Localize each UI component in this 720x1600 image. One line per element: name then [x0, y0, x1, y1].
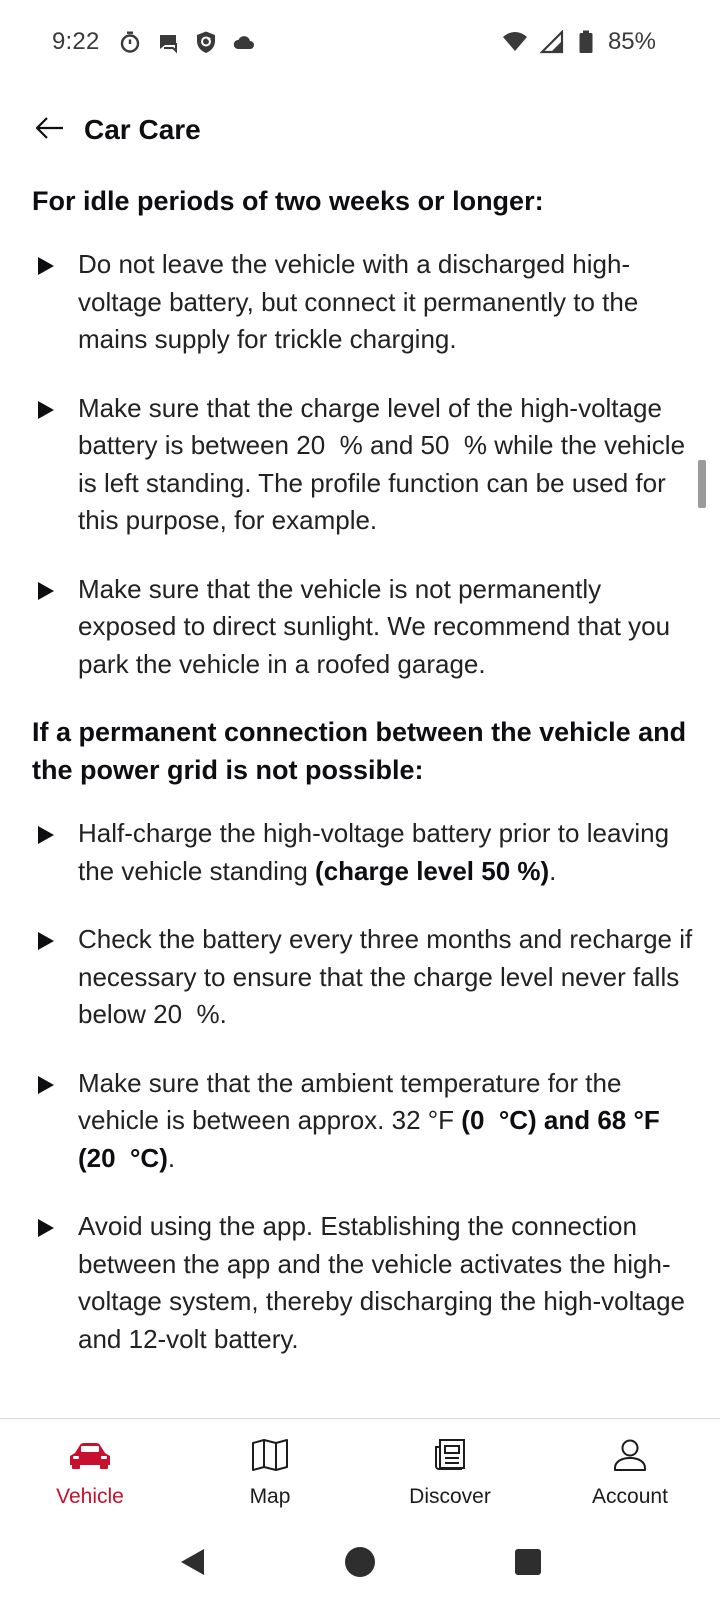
system-recents-button[interactable] — [508, 1544, 548, 1584]
status-left — [52, 28, 256, 56]
back-button[interactable] — [16, 96, 84, 164]
scrollbar-thumb[interactable] — [698, 460, 706, 508]
system-nav-bar — [0, 1528, 720, 1600]
list-item-emphasis: (charge level 50 %) — [315, 855, 550, 886]
map-icon — [246, 1435, 294, 1475]
system-back-button[interactable] — [172, 1544, 212, 1584]
arrow-left-icon — [35, 116, 65, 145]
home-circle-icon — [344, 1546, 376, 1583]
list-item — [32, 1065, 696, 1178]
bullet-list — [32, 246, 696, 683]
nav-label: Map — [249, 1485, 291, 1508]
list-item-text-end: . — [167, 1142, 176, 1173]
triangle-bullet-icon — [38, 401, 54, 419]
triangle-bullet-icon — [38, 1076, 54, 1094]
section-heading: For idle periods of two weeks or longer: — [32, 186, 544, 216]
system-home-button[interactable] — [340, 1544, 380, 1584]
nav-item-discover[interactable] — [365, 1435, 535, 1509]
recents-square-icon — [514, 1548, 542, 1581]
nav-label: Discover — [409, 1485, 491, 1508]
battery-icon — [578, 30, 594, 54]
bottom-nav — [0, 1418, 720, 1528]
news-icon — [426, 1435, 474, 1475]
chat-icon — [156, 30, 180, 54]
triangle-bullet-icon — [38, 257, 54, 275]
nav-item-vehicle[interactable] — [5, 1435, 175, 1509]
list-item-text-end: . — [549, 855, 557, 886]
list-item-text: Make sure that the vehicle is not permanently exposed to direct sunlight. We recommend that you park the vehicle in a roofed garage. — [78, 573, 671, 679]
page-title: Car Care — [84, 114, 201, 145]
triangle-bullet-icon — [38, 1219, 54, 1237]
list-item — [32, 815, 696, 890]
list-item — [32, 921, 696, 1034]
content-scroll[interactable] — [32, 176, 696, 1406]
wifi-icon — [502, 30, 526, 54]
list-item-text: Make sure that the charge level of the high-voltage battery is between 20 % and 50 % while the vehicle is left standing. The profile function can be used for this purpose, for example. — [78, 392, 686, 535]
user-icon — [606, 1435, 654, 1475]
nav-label: Vehicle — [56, 1485, 124, 1508]
status-right — [502, 28, 656, 56]
triangle-bullet-icon — [38, 826, 54, 844]
timer-icon — [118, 30, 142, 54]
list-item-text: Do not leave the vehicle with a discharged high-voltage battery, but connect it permanently to the mains supply for trickle charging. — [78, 249, 639, 354]
list-item — [32, 390, 696, 540]
signal-icon — [540, 30, 564, 54]
nav-label: Account — [592, 1485, 668, 1508]
status-time: 9:22 — [52, 28, 100, 55]
list-item-text: Check the battery every three months and recharge if necessary to ensure that the charge level never falls below 20 %. — [78, 924, 693, 1029]
list-item — [32, 1208, 696, 1358]
list-item-text: Avoid using the app. Establishing the connection between the app and the vehicle activates the high-voltage system, thereby discharging the high-voltage and 12-volt battery. — [78, 1211, 686, 1354]
list-item — [32, 571, 696, 684]
back-triangle-icon — [178, 1547, 206, 1582]
status-bar — [0, 0, 720, 84]
nav-item-map[interactable] — [185, 1435, 355, 1509]
cloud-icon — [232, 30, 256, 54]
nav-item-account[interactable] — [545, 1435, 715, 1509]
list-item-text: Make sure that the ambient temperature for the vehicle is between approx. 32 °F — [78, 1067, 622, 1135]
triangle-bullet-icon — [38, 582, 54, 600]
battery-percent: 85% — [607, 28, 656, 55]
list-item — [32, 246, 696, 359]
bullet-list — [32, 815, 696, 1358]
list-item-text: Half-charge the high-voltage battery prior to leaving the vehicle standing — [78, 818, 670, 886]
car-icon — [66, 1435, 114, 1475]
list-item-emphasis: (0 °C) and 68 °F (20 °C) — [78, 1105, 660, 1173]
app-bar — [0, 96, 720, 164]
triangle-bullet-icon — [38, 932, 54, 950]
section-heading: If a permanent connection between the vehicle and the power grid is not possible: — [32, 717, 687, 785]
shield-icon — [194, 30, 218, 54]
